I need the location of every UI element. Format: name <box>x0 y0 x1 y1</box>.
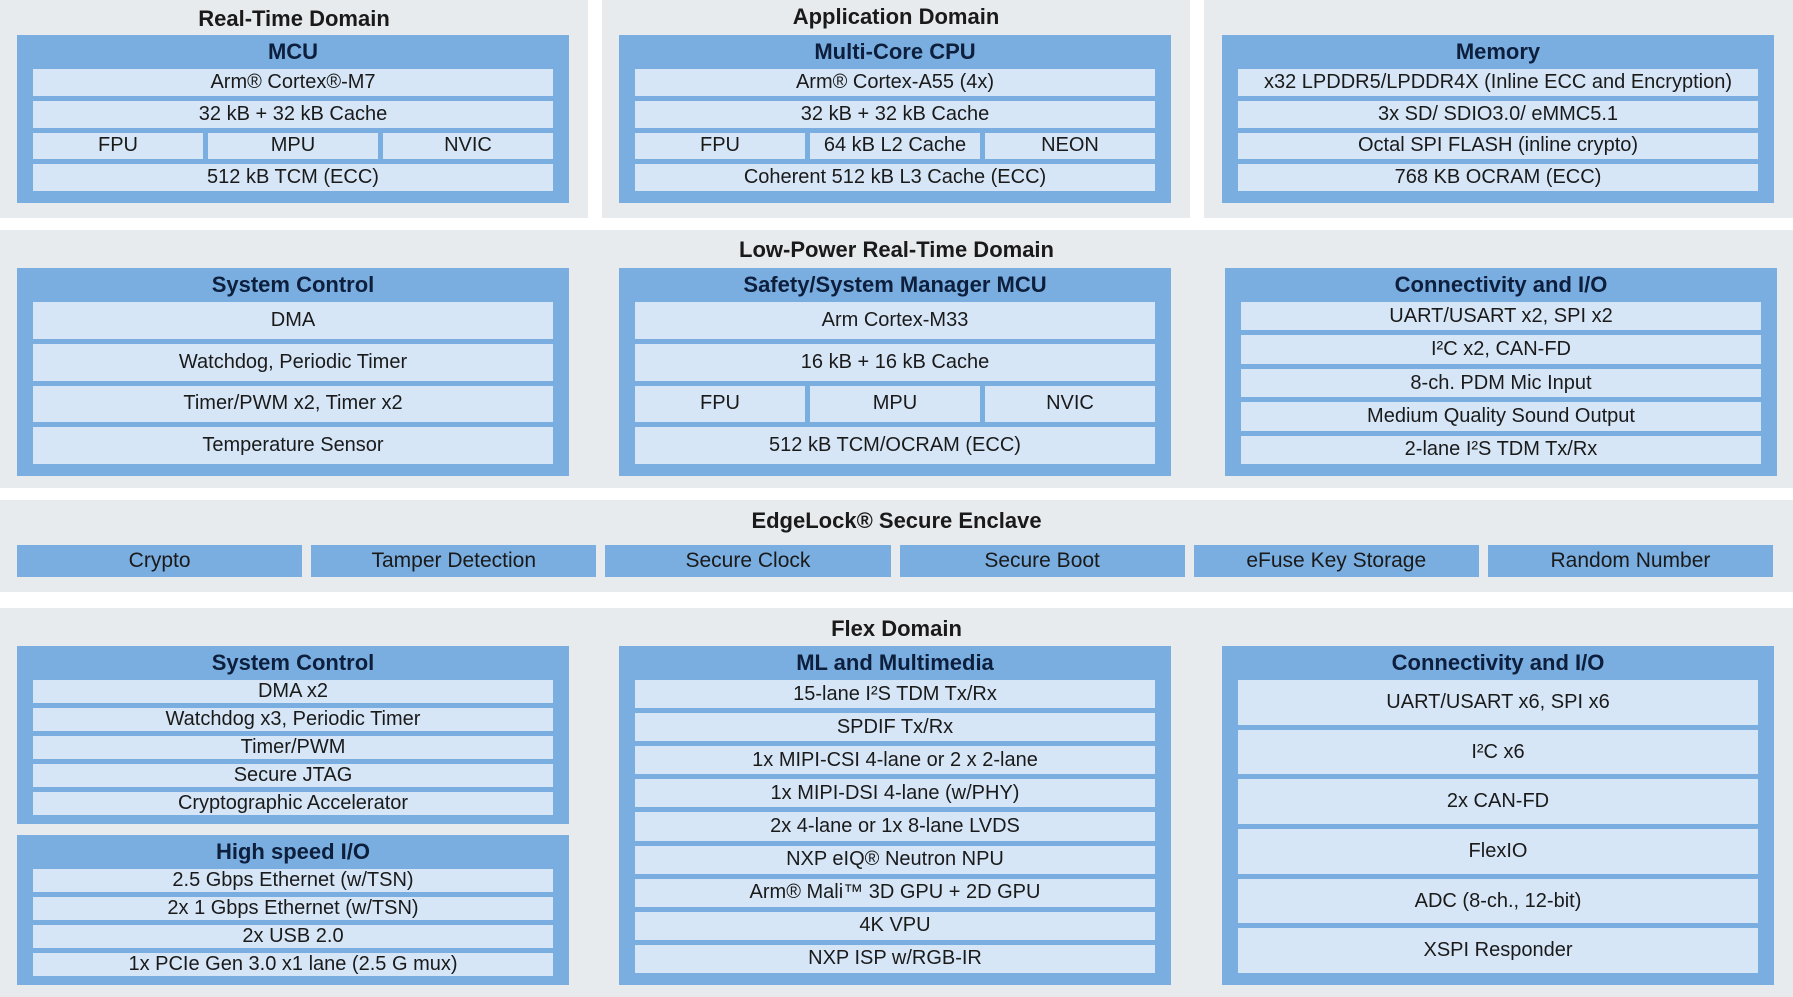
feature-64-kb-l2-cache: 64 kB L2 Cache <box>810 133 980 160</box>
flex-domain-title: Flex Domain <box>831 616 962 641</box>
block-title: MCU <box>267 39 319 64</box>
block-rows <box>33 869 553 976</box>
block-row <box>635 680 1155 708</box>
enclave-tamper-detection: Tamper Detection <box>311 545 596 577</box>
block-title: System Control <box>211 650 375 675</box>
block-row <box>1238 164 1758 191</box>
block-row <box>33 302 553 339</box>
feature-15-lane-i-s-tdm-tx-rx: 15-lane I²S TDM Tx/Rx <box>635 680 1155 708</box>
block-row <box>33 69 553 96</box>
block-row <box>1238 879 1758 924</box>
feature-arm-cortex-a55-4x: Arm® Cortex-A55 (4x) <box>635 69 1155 96</box>
feature-flexio: FlexIO <box>1238 829 1758 874</box>
high-speed-io-block <box>17 835 569 985</box>
feature-nvic: NVIC <box>383 133 553 160</box>
block-row <box>1241 335 1761 363</box>
block-rows <box>33 680 553 815</box>
block-row <box>1241 302 1761 330</box>
block-row <box>635 164 1155 191</box>
feature-neon: NEON <box>985 133 1155 160</box>
block-row <box>33 344 553 381</box>
block-row <box>635 746 1155 774</box>
block-row <box>33 101 553 128</box>
block-rows <box>33 69 553 191</box>
feature-adc-8-ch-12-bit: ADC (8-ch., 12-bit) <box>1238 879 1758 924</box>
enclave-secure-clock: Secure Clock <box>605 545 890 577</box>
block-title: Connectivity and I/O <box>1394 272 1608 297</box>
block-row <box>33 953 553 976</box>
block-row <box>635 386 1155 423</box>
block-row <box>33 708 553 731</box>
block-row <box>33 764 553 787</box>
block-row <box>1238 133 1758 160</box>
block-row <box>1241 436 1761 464</box>
block-rows <box>1238 69 1758 191</box>
feature-nxp-isp-w-rgb-ir: NXP ISP w/RGB-IR <box>635 945 1155 973</box>
block-row <box>635 779 1155 807</box>
block-row <box>635 879 1155 907</box>
block-title: Multi-Core CPU <box>814 39 976 64</box>
block-row <box>635 302 1155 339</box>
block-row <box>1238 730 1758 775</box>
feature-i-c-x2-can-fd: I²C x2, CAN-FD <box>1241 335 1761 363</box>
block-row <box>1238 779 1758 824</box>
realtime-domain-title: Real-Time Domain <box>198 6 390 31</box>
feature-nxp-eiq-neutron-npu: NXP eIQ® Neutron NPU <box>635 846 1155 874</box>
block-row <box>1238 69 1758 96</box>
feature-nvic: NVIC <box>985 386 1155 423</box>
block-rows <box>1241 302 1761 464</box>
enclave-random-number: Random Number <box>1488 545 1773 577</box>
block-rows <box>635 680 1155 973</box>
block-rows <box>635 69 1155 191</box>
feature-512-kb-tcm-ocram-ecc: 512 kB TCM/OCRAM (ECC) <box>635 427 1155 464</box>
block-row <box>635 713 1155 741</box>
block-row <box>635 846 1155 874</box>
edgelock-domain-title: EdgeLock® Secure Enclave <box>751 508 1042 533</box>
block-row <box>33 427 553 464</box>
feature-mpu: MPU <box>810 386 980 423</box>
feature-spdif-tx-rx: SPDIF Tx/Rx <box>635 713 1155 741</box>
block-row <box>1238 101 1758 128</box>
block-row <box>635 344 1155 381</box>
feature-xspi-responder: XSPI Responder <box>1238 928 1758 973</box>
block-row <box>33 897 553 920</box>
feature-4k-vpu: 4K VPU <box>635 912 1155 940</box>
feature-8-ch-pdm-mic-input: 8-ch. PDM Mic Input <box>1241 369 1761 397</box>
feature-32-kb-32-kb-cache: 32 kB + 32 kB Cache <box>33 101 553 128</box>
edgelock-feature-row <box>17 545 1773 577</box>
feature-i-c-x6: I²C x6 <box>1238 730 1758 775</box>
block-row <box>33 925 553 948</box>
lp-connectivity-block <box>1225 268 1777 476</box>
feature-octal-spi-flash-inline-crypto: Octal SPI FLASH (inline crypto) <box>1238 133 1758 160</box>
feature-arm-cortex-m7: Arm® Cortex®-M7 <box>33 69 553 96</box>
feature-dma: DMA <box>33 302 553 339</box>
feature-arm-mali-3d-gpu-2d-gpu: Arm® Mali™ 3D GPU + 2D GPU <box>635 879 1155 907</box>
feature-mpu: MPU <box>208 133 378 160</box>
feature-16-kb-16-kb-cache: 16 kB + 16 kB Cache <box>635 344 1155 381</box>
block-rows <box>1238 680 1758 973</box>
feature-fpu: FPU <box>33 133 203 160</box>
feature-2x-can-fd: 2x CAN-FD <box>1238 779 1758 824</box>
safety-manager-block <box>619 268 1171 476</box>
block-title: Connectivity and I/O <box>1391 650 1605 675</box>
cpu-block <box>619 35 1171 203</box>
feature-timer-pwm: Timer/PWM <box>33 736 553 759</box>
enclave-crypto: Crypto <box>17 545 302 577</box>
feature-1x-pcie-gen-3-0-x1-lane-2-5-g-mux: 1x PCIe Gen 3.0 x1 lane (2.5 G mux) <box>33 953 553 976</box>
flex-system-control-block <box>17 646 569 824</box>
feature-uart-usart-x6-spi-x6: UART/USART x6, SPI x6 <box>1238 680 1758 725</box>
block-row <box>1238 829 1758 874</box>
block-row <box>635 427 1155 464</box>
feature-1x-mipi-dsi-4-lane-w-phy: 1x MIPI-DSI 4-lane (w/PHY) <box>635 779 1155 807</box>
feature-fpu: FPU <box>635 386 805 423</box>
feature-coherent-512-kb-l3-cache-ecc: Coherent 512 kB L3 Cache (ECC) <box>635 164 1155 191</box>
block-row <box>1238 680 1758 725</box>
feature-uart-usart-x2-spi-x2: UART/USART x2, SPI x2 <box>1241 302 1761 330</box>
ml-multimedia-block <box>619 646 1171 985</box>
block-rows <box>33 302 553 464</box>
block-row <box>635 945 1155 973</box>
feature-3x-sd-sdio3-0-emmc5-1: 3x SD/ SDIO3.0/ eMMC5.1 <box>1238 101 1758 128</box>
block-title: Memory <box>1455 39 1541 64</box>
feature-arm-cortex-m33: Arm Cortex-M33 <box>635 302 1155 339</box>
feature-2-5-gbps-ethernet-w-tsn: 2.5 Gbps Ethernet (w/TSN) <box>33 869 553 892</box>
block-row <box>33 680 553 703</box>
block-row <box>33 736 553 759</box>
feature-temperature-sensor: Temperature Sensor <box>33 427 553 464</box>
feature-32-kb-32-kb-cache: 32 kB + 32 kB Cache <box>635 101 1155 128</box>
block-row <box>635 912 1155 940</box>
feature-2x-4-lane-or-1x-8-lane-lvds: 2x 4-lane or 1x 8-lane LVDS <box>635 812 1155 840</box>
feature-1x-mipi-csi-4-lane-or-2-x-2-lane: 1x MIPI-CSI 4-lane or 2 x 2-lane <box>635 746 1155 774</box>
feature-cryptographic-accelerator: Cryptographic Accelerator <box>33 792 553 815</box>
block-row <box>33 386 553 423</box>
feature-2-lane-i-s-tdm-tx-rx: 2-lane I²S TDM Tx/Rx <box>1241 436 1761 464</box>
block-row <box>1241 402 1761 430</box>
lowpower-domain-title: Low-Power Real-Time Domain <box>739 237 1054 262</box>
block-row <box>1241 369 1761 397</box>
feature-medium-quality-sound-output: Medium Quality Sound Output <box>1241 402 1761 430</box>
feature-x32-lpddr5-lpddr4x-inline-ecc-and-encryption: x32 LPDDR5/LPDDR4X (Inline ECC and Encryption) <box>1238 69 1758 96</box>
feature-fpu: FPU <box>635 133 805 160</box>
lp-system-control-block <box>17 268 569 476</box>
feature-512-kb-tcm-ecc: 512 kB TCM (ECC) <box>33 164 553 191</box>
block-row <box>635 812 1155 840</box>
flex-connectivity-block <box>1222 646 1774 985</box>
mcu-block <box>17 35 569 203</box>
memory-block <box>1222 35 1774 203</box>
block-title: ML and Multimedia <box>796 650 994 675</box>
feature-dma-x2: DMA x2 <box>33 680 553 703</box>
enclave-efuse-key-storage: eFuse Key Storage <box>1194 545 1479 577</box>
feature-watchdog-x3-periodic-timer: Watchdog x3, Periodic Timer <box>33 708 553 731</box>
feature-768-kb-ocram-ecc: 768 KB OCRAM (ECC) <box>1238 164 1758 191</box>
block-row <box>635 133 1155 160</box>
feature-timer-pwm-x2-timer-x2: Timer/PWM x2, Timer x2 <box>33 386 553 423</box>
block-rows <box>635 302 1155 464</box>
enclave-secure-boot: Secure Boot <box>900 545 1185 577</box>
block-row <box>33 792 553 815</box>
application-domain-title: Application Domain <box>792 4 1000 29</box>
block-row <box>635 69 1155 96</box>
block-row <box>635 101 1155 128</box>
block-title: Safety/System Manager MCU <box>743 272 1047 297</box>
feature-watchdog-periodic-timer: Watchdog, Periodic Timer <box>33 344 553 381</box>
block-row <box>33 133 553 160</box>
feature-2x-usb-2-0: 2x USB 2.0 <box>33 925 553 948</box>
block-title: System Control <box>211 272 375 297</box>
block-row <box>33 869 553 892</box>
block-title: High speed I/O <box>215 839 371 864</box>
feature-2x-1-gbps-ethernet-w-tsn: 2x 1 Gbps Ethernet (w/TSN) <box>33 897 553 920</box>
block-row <box>33 164 553 191</box>
block-row <box>1238 928 1758 973</box>
feature-secure-jtag: Secure JTAG <box>33 764 553 787</box>
